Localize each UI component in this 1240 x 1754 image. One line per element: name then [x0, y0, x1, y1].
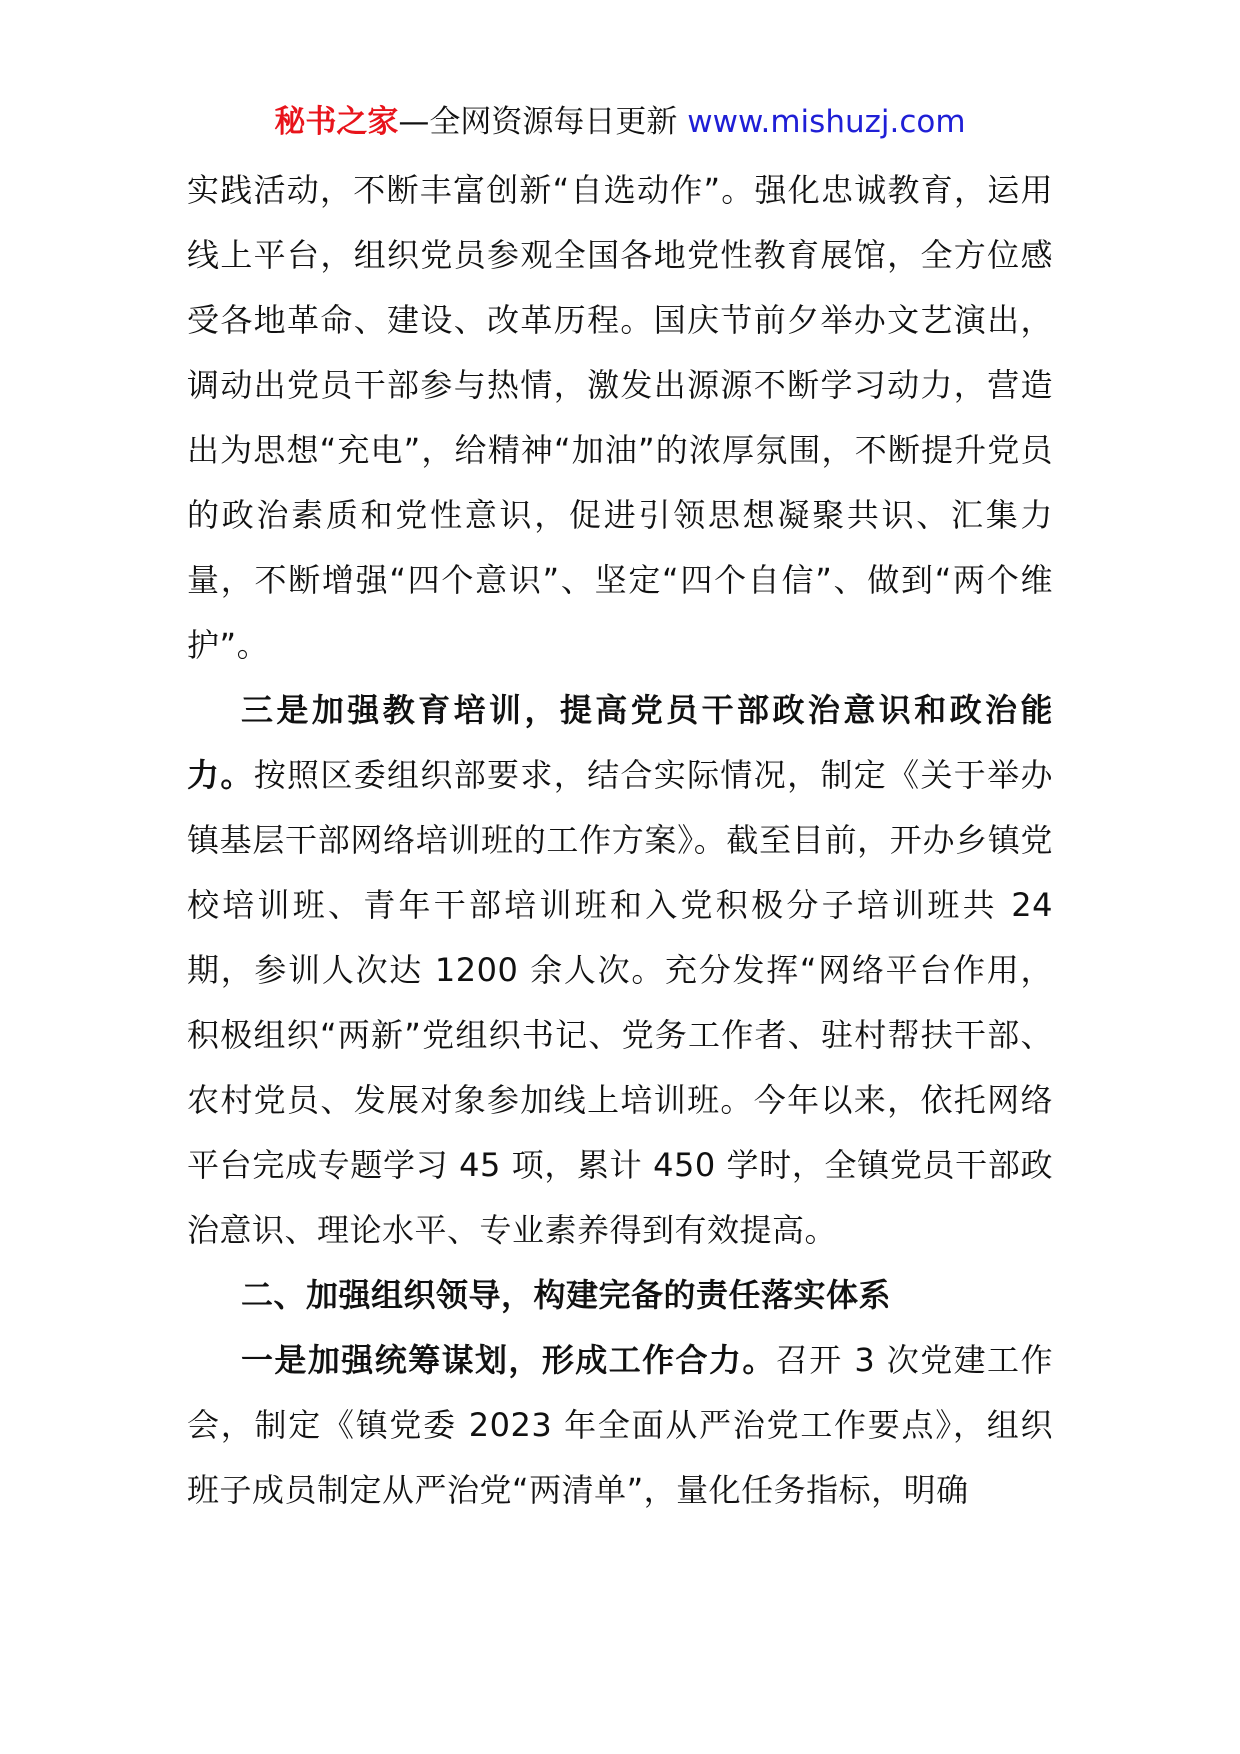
section-heading: 二、加强组织领导，构建完备的责任落实体系 — [241, 1276, 892, 1314]
site-header — [0, 100, 1240, 144]
document-body — [187, 158, 1053, 1523]
header-tagline: —全网资源每日更新 — [398, 104, 688, 140]
brand-name: 秘书之家 — [274, 104, 399, 140]
paragraph-2-heading: 三是加强教育培训，提高党员干部政治意识和政治能力。 — [187, 691, 1053, 794]
paragraph-2-body: 按照区委组织部要求，结合实际情况，制定《关于举办镇基层干部网络培训班的工作方案》。截至目前，开办乡镇党校培训班、青年干部培训班和入党积极分子培训班共 24 期，参训人次达 1200 余人次。充分发挥“网络平台作用，积极组织“两新”党组织书记、党务工作者、驻村帮扶干部、农村党员、发展对象参加线上培训班。今年以来，依托网络平台完成专题学习 45 项，累计 450 学时，全镇党员干部政治意识、理论水平、专业素养得到有效提高。 — [187, 756, 1053, 1249]
paragraph-1: 实践活动，不断丰富创新“自选动作”。强化忠诚教育，运用线上平台，组织党员参观全国各地党性教育展馆，全方位感受各地革命、建设、改革历程。国庆节前夕举办文艺演出，调动出党员干部参与热情，激发出源源不断学习动力，营造出为思想“充电”，给精神“加油”的浓厚氛围，不断提升党员的政治素质和党性意识，促进引领思想凝聚共识、汇集力量，不断增强“四个意识”、坚定“四个自信”、做到“两个维护”。 — [187, 171, 1053, 664]
paragraph-3-heading: 一是加强统筹谋划，形成工作合力。 — [241, 1341, 776, 1379]
site-url[interactable]: www.mishuzj.com — [687, 104, 966, 140]
paragraph-2 — [187, 678, 1053, 1263]
paragraph-3-body: 召开 3 次党建工作会，制定《镇党委 2023 年全面从严治党工作要点》，组织班子成员制定从严治党“两清单”，量化任务指标，明确 — [187, 1341, 1053, 1509]
paragraph-3 — [187, 1328, 1053, 1523]
